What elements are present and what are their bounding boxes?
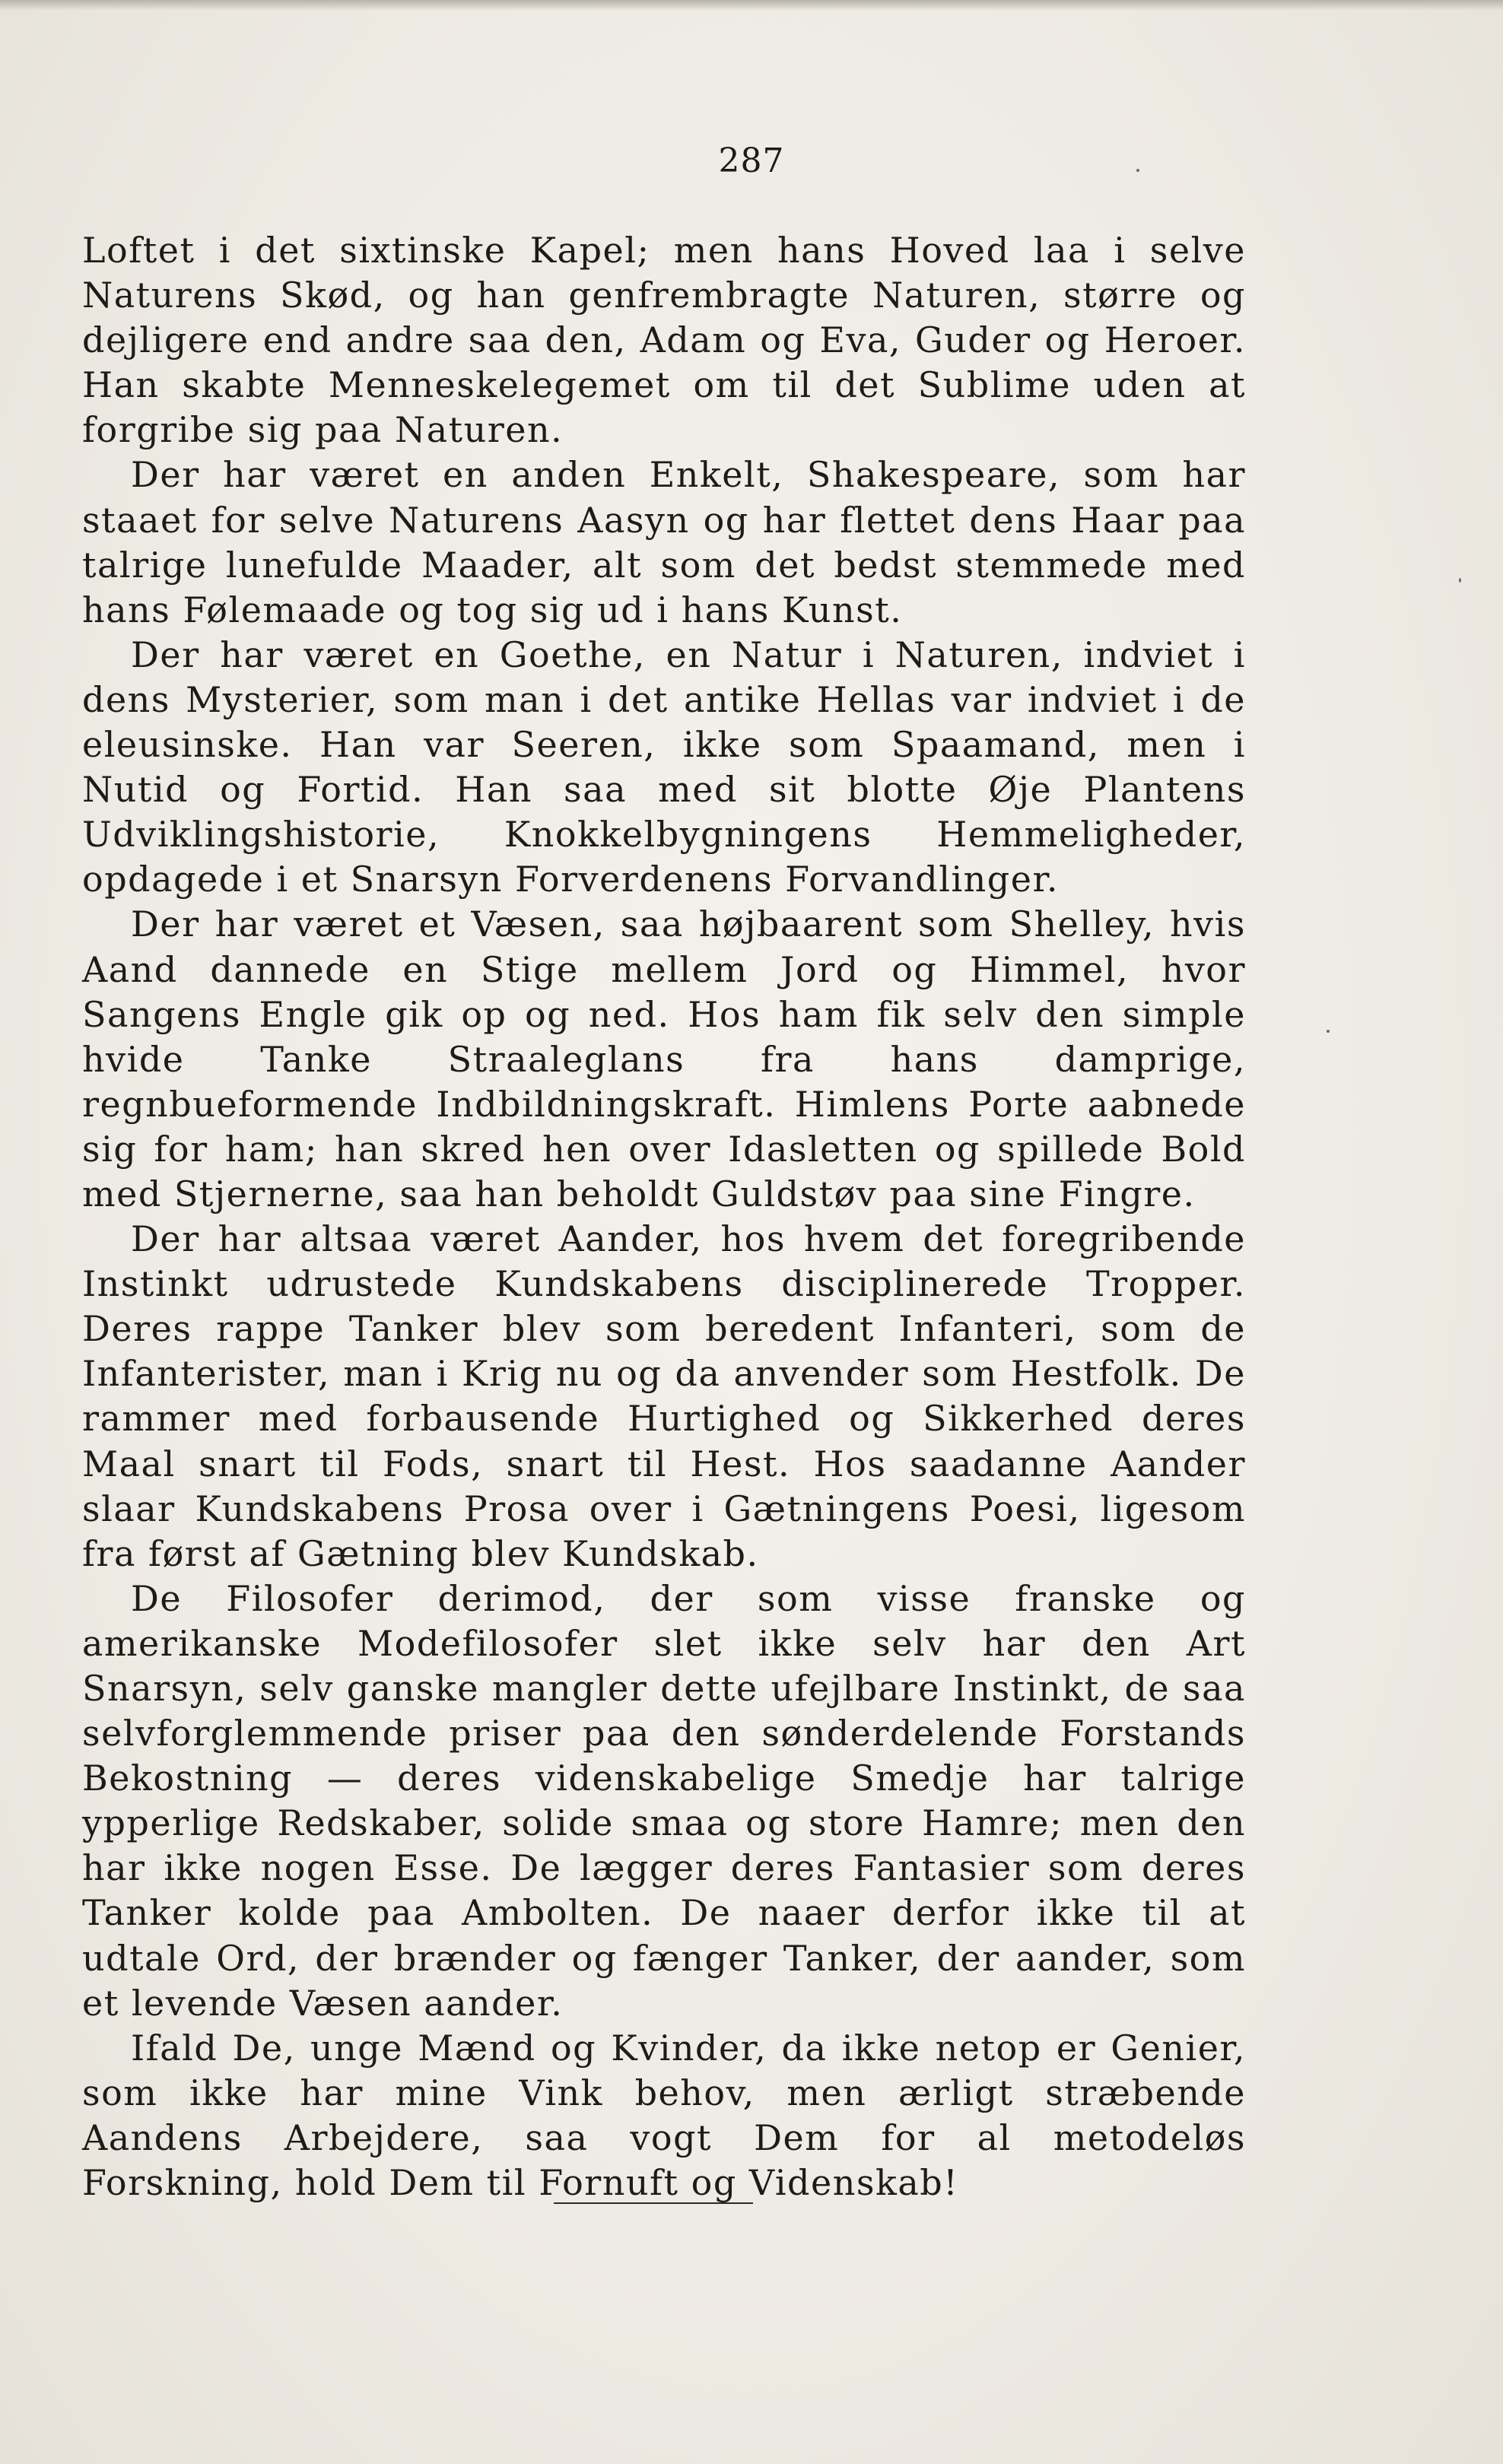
paragraph-4: Der har været et Væsen, saa højbaarent som Shelley, hvis Aand dannede en Stige mellem Jord og Himmel, hvor Sangens Engle gik op og ned. Hos ham fik selv den simple hvide Tanke Straaleglans fra hans damprige, regnbueformende Indbildningskraft. Himlens Porte aabnede sig for ham; han skred hen over Idasletten og spillede Bold med Stjernerne, saa han beholdt Guldstøv paa sine Fingre. bbox=[82, 903, 1246, 1215]
body-text bbox=[82, 228, 1246, 2205]
paper-speck bbox=[1459, 578, 1461, 583]
page-number: 287 bbox=[718, 141, 785, 180]
paragraph-1: Loftet i det sixtinske Kapel; men hans Hoved laa i selve Naturens Skød, og han genfrembragte Naturen, større og dejligere end andre saa den, Adam og Eva, Guder og Heroer. Han skabte Menneskelegemet om til det Sublime uden at forgribe sig paa Naturen. bbox=[82, 230, 1246, 451]
paragraph-6: De Filosofer derimod, der som visse franske og amerikanske Modefilosofer slet ikke selv har den Art Snarsyn, selv ganske mangler dette ufejlbare Instinkt, de saa selvforglemmende priser paa den sønderdelende Forstands Bekostning — deres videnskabelige Smedje har talrige ypperlige Redskaber, solide smaa og store Hamre; men den har ikke nogen Esse. De lægger deres Fantasier som deres Tanker kolde paa Ambolten. De naaer derfor ikke til at udtale Ord, der brænder og fænger Tanker, der aander, som et levende Væsen aander. bbox=[82, 1577, 1246, 2024]
scan-edge-shadow bbox=[0, 0, 1503, 11]
end-rule-divider bbox=[554, 2202, 753, 2204]
paragraph-7: Ifald De, unge Mænd og Kvinder, da ikke netop er Genier, som ikke har mine Vink behov, men ærligt stræbende Aandens Arbejdere, saa vogt Dem for al metodeløs Forskning, hold Dem til Fornuft og Videnskab! bbox=[82, 2027, 1246, 2204]
paragraph-3: Der har været en Goethe, en Natur i Naturen, indviet i dens Mysterier, som man i det antike Hellas var indviet i de eleusinske. Han var Seeren, ikke som Spaamand, men i Nutid og Fortid. Han saa med sit blotte Øje Plantens Udviklingshistorie, Knokkelbygningens Hemmeligheder, opdagede i et Snarsyn Forverdenens Forvandlinger. bbox=[82, 633, 1246, 900]
paper-speck bbox=[1136, 169, 1139, 172]
paper-speck bbox=[1327, 1030, 1330, 1033]
paragraph-5: Der har altsaa været Aander, hos hvem det foregribende Instinkt udrustede Kundskabens disciplinerede Tropper. Deres rappe Tanker blev som beredent Infanteri, som de Infanterister, man i Krig nu og da anvender som Hestfolk. De rammer med forbausende Hurtighed og Sikkerhed deres Maal snart til Fods, snart til Hest. Hos saadanne Aander slaar Kundskabens Prosa over i Gætningens Poesi, ligesom fra først af Gætning blev Kundskab. bbox=[82, 1218, 1246, 1574]
paragraph-2: Der har været en anden Enkelt, Shakespeare, som har staaet for selve Naturens Aasyn og har flettet dens Haar paa talrige lunefulde Maader, alt som det bedst stemmede med hans Følemaade og tog sig ud i hans Kunst. bbox=[82, 454, 1246, 630]
